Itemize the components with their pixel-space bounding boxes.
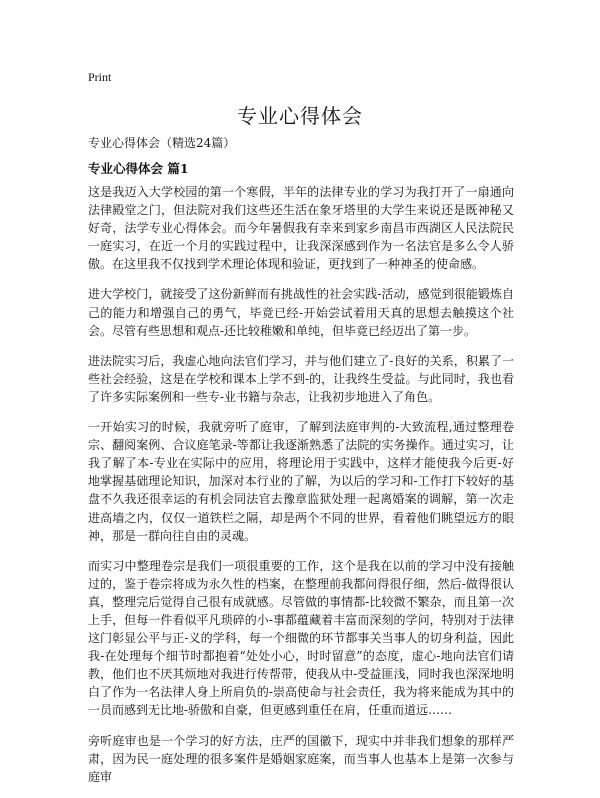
paragraph: 这是我迈入大学校园的第一个寒假，半年的法律专业的学习为我打开了一扇通向法律殿堂之门，但法院对我们这些还生活在象牙塔里的大学生来说还是既神秘又好奇，法学专业心得体会。而今年暑假我有幸来到家乡南昌市西湖区人民法院民一庭实习，在近一个月的实践过程中，让我深深感到作为一名法官是多么令人骄傲。在这里我不仅找到学术理论体现和验证，更找到了一种神圣的使命感。 [88, 185, 514, 272]
section-heading: 专业心得体会 篇1 [88, 161, 189, 176]
page-title: 专业心得体会 [237, 104, 363, 128]
paragraph: 而实习中整理卷宗是我们一项很重要的工作，这个是我在以前的学习中没有接触过的，鉴于卷宗将成为永久性的档案，在整理前我都问得很仔细，然后-做得很认真，整理完后觉得自己很有成就感。尽管做的事情都-比较微不繁杂，而且第一次上手，但每一件看似平凡琐碎的小-事都蕴藏着丰富而深刻的学问，特别对于法律这门彰显公平与正-义的学科，每一个细微的环节都事关当事人的切身利益，因此我-在处理每个细节时都抱着“处处小心，时时留意”的态度，虚心-地向法官们请教，他们也不厌其烦地对我进行传帮带，使我从中-受益匪浅，同时我也深深地明白了作为一名法律人身上所肩负的-崇高使命与社会责任，我为将来能成为其中的一员而感到无比地-骄傲和自豪，但更感到重任在肩，任重而道远…… [88, 558, 514, 718]
print-link[interactable]: Print [88, 70, 112, 84]
paragraph: 一开始实习的时候，我就旁听了庭审，了解到法庭审判的-大致流程,通过整理卷宗、翻阅案例、合议庭笔录-等都让我逐渐熟悉了法院的实务操作。通过实习，让我了解了本-专业在实际中的应用，将理论用于实践中，这样才能使我今后更-好地掌握基础理论知识，加深对本行业的了解，为以后的学习和-工作打下较好的基盘不久我还很幸运的有机会同法官去豫章监狱处理一起离婚案的调解，第一次走进高墙之内，仅仅一道铁栏之隔，却是两个不同的世界，看着他们眺望远方的眼神，那是一群向往自由的灵魂。 [88, 420, 514, 543]
paragraph: 进大学校门，就接受了这份新鲜而有挑战性的社会实践-活动，感觉到很能锻炼自己的能力和增强自己的勇气，毕竟已经-开始尝试着用天真的思想去触摸这个社会。尽管有些思想和观点-还比较稚嫩和单纯，但毕竟已经迈出了第一步。 [88, 287, 514, 338]
document-subtitle: 专业心得体会（精选24篇） [88, 136, 236, 150]
paragraph: 旁听庭审也是一个学习的好方法，庄严的国徽下，现实中并非我们想象的那样严肃，因为民一庭处理的很多案件是婚姻家庭案，而当事人也基本上是第一次参与庭审 [88, 733, 514, 784]
paragraph: 进法院实习后，我虚心地向法官们学习，并与他们建立了-良好的关系，积累了一些社会经验，这是在学校和课本上学不到-的，让我终生受益。与此同时，我也看了许多实际案例和一些专-业书籍与杂志，让我初步地进入了角色。 [88, 353, 514, 404]
article-body [88, 183, 514, 798]
